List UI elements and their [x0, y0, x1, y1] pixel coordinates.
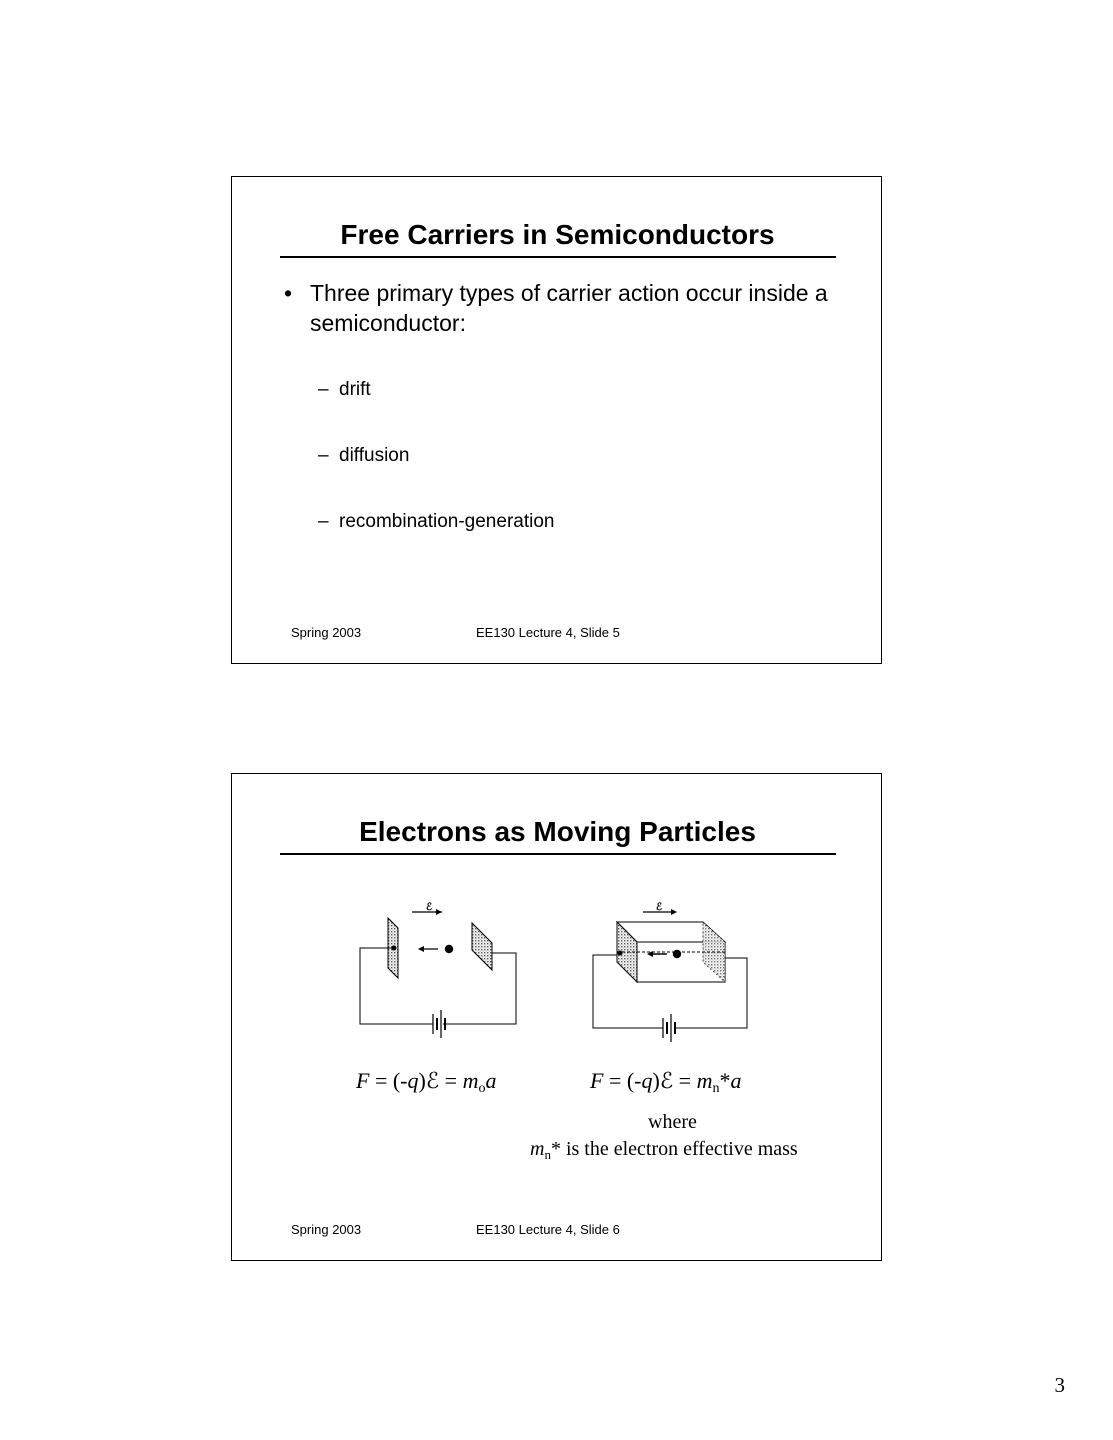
dash-mark: – — [318, 379, 329, 400]
page-number: 3 — [1054, 1373, 1065, 1397]
field-arrowhead — [436, 909, 442, 915]
bullet-mark: • — [284, 280, 293, 306]
dash-mark: – — [318, 511, 329, 532]
circuit-wire-right — [443, 953, 516, 1024]
footer-slide-ref: EE130 Lecture 4, Slide 6 — [476, 1222, 620, 1237]
eq-text: = (- — [603, 1068, 642, 1093]
eq-symbol-m: m — [696, 1068, 713, 1093]
footer-date: Spring 2003 — [291, 625, 362, 640]
dash-mark: – — [318, 445, 329, 466]
sub-item-label: drift — [339, 379, 371, 400]
slide-title: Free Carriers in Semiconductors — [340, 219, 775, 250]
sub-item-diffusion — [318, 444, 409, 468]
field-symbol-label: ℰ — [656, 902, 663, 913]
right-plate — [472, 923, 492, 970]
semiconductor-bar-figure — [591, 898, 751, 1038]
title-underline — [280, 853, 836, 855]
eq-symbol-f: F — [590, 1068, 604, 1093]
field-arrowhead — [671, 909, 677, 915]
slide-free-carriers — [231, 176, 882, 664]
eq-subscript: n — [712, 1081, 720, 1096]
sub-item-drift — [318, 378, 371, 402]
eq-symbol-f: F — [356, 1068, 370, 1093]
equation-effective-mass — [590, 1067, 741, 1095]
eq-symbol-q: q — [407, 1068, 419, 1093]
eq-text: )ℰ = — [652, 1068, 697, 1093]
contact-dot — [618, 951, 623, 956]
sub-item-recombination-generation — [318, 510, 554, 534]
eq-subscript: o — [478, 1081, 486, 1096]
battery-icon — [663, 1014, 675, 1042]
parallel-plate-figure — [358, 898, 518, 1038]
note-subscript: n — [544, 1147, 551, 1162]
eq-symbol-q: q — [641, 1068, 653, 1093]
eq-text: )ℰ = — [418, 1068, 463, 1093]
where-label: where — [648, 1111, 697, 1133]
footer-slide-ref: EE130 Lecture 4, Slide 5 — [476, 625, 620, 640]
title-underline — [280, 256, 836, 258]
slide-electrons-moving — [231, 773, 882, 1261]
equation-free-electron — [356, 1067, 496, 1095]
bullet-text: Three primary types of carrier action occur inside a semiconductor: — [310, 280, 828, 336]
eq-symbol-a: a — [730, 1068, 742, 1093]
eq-star: * — [719, 1068, 731, 1093]
electron-dot — [673, 950, 681, 958]
sub-item-label: diffusion — [339, 445, 410, 466]
electron-dot — [445, 945, 453, 953]
eq-text: = (- — [369, 1068, 408, 1093]
eq-symbol-a: a — [485, 1068, 497, 1093]
note-symbol-m: m — [530, 1138, 545, 1160]
sub-item-label: recombination-generation — [339, 511, 555, 532]
note-text: * is the electron effective mass — [550, 1138, 798, 1160]
eq-symbol-m: m — [462, 1068, 479, 1093]
effective-mass-note — [530, 1136, 798, 1162]
footer-date: Spring 2003 — [291, 1222, 362, 1237]
slide-title: Electrons as Moving Particles — [359, 816, 756, 847]
electron-arrowhead — [418, 946, 424, 952]
field-symbol-label: ℰ — [426, 902, 433, 913]
